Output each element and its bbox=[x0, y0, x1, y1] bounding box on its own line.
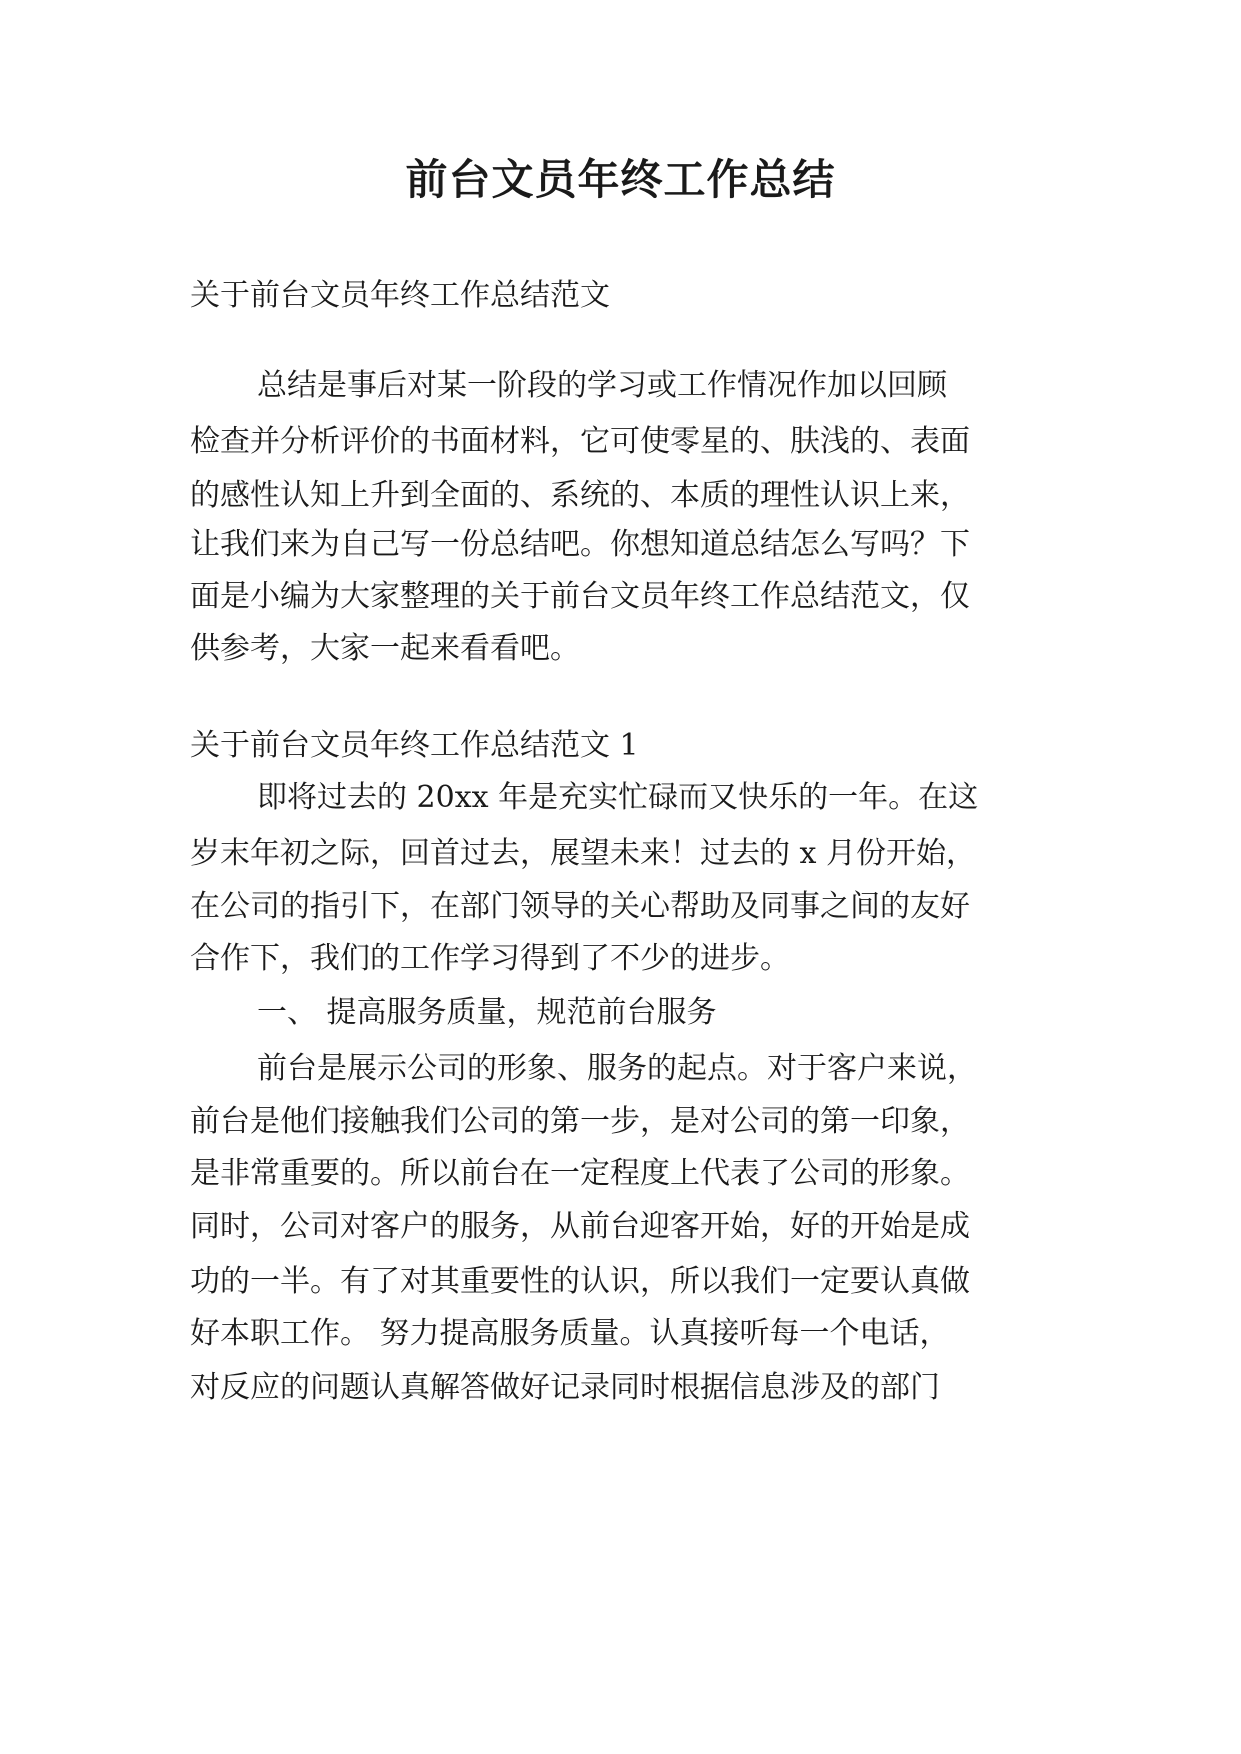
paragraph-line: 前台是展示公司的形象、服务的起点。对于客户来说， bbox=[257, 1051, 977, 1086]
section-heading: 关于前台文员年终工作总结范文 1 bbox=[190, 728, 639, 763]
paragraph-line: 好本职工作。 努力提高服务质量。认真接听每一个电话， bbox=[190, 1316, 950, 1351]
paragraph-line: 合作下，我们的工作学习得到了不少的进步。 bbox=[190, 941, 790, 976]
paragraph-line: 在公司的指引下，在部门领导的关心帮助及同事之间的友好 bbox=[190, 889, 970, 924]
item-heading: 一、 提高服务质量，规范前台服务 bbox=[257, 995, 717, 1030]
intro-line: 让我们来为自己写一份总结吧。你想知道总结怎么写吗？下 bbox=[190, 527, 970, 562]
paragraph-line: 前台是他们接触我们公司的第一步，是对公司的第一印象， bbox=[190, 1104, 970, 1139]
paragraph-line: 对反应的问题认真解答做好记录同时根据信息涉及的部门 bbox=[190, 1370, 940, 1405]
paragraph-line: 是非常重要的。所以前台在一定程度上代表了公司的形象。 bbox=[190, 1156, 970, 1191]
paragraph-line: 即将过去的 20xx 年是充实忙碌而又快乐的一年。在这 bbox=[257, 780, 979, 815]
document-subtitle: 关于前台文员年终工作总结范文 bbox=[190, 278, 610, 313]
document-title: 前台文员年终工作总结 bbox=[405, 155, 836, 204]
intro-line: 检查并分析评价的书面材料，它可使零星的、肤浅的、表面 bbox=[190, 424, 970, 459]
intro-line: 面是小编为大家整理的关于前台文员年终工作总结范文，仅 bbox=[190, 579, 970, 614]
intro-line: 的感性认知上升到全面的、系统的、本质的理性认识上来， bbox=[190, 478, 970, 513]
intro-line: 供参考，大家一起来看看吧。 bbox=[190, 631, 580, 666]
paragraph-line: 岁末年初之际，回首过去，展望未来！过去的 x 月份开始， bbox=[190, 836, 976, 871]
paragraph-line: 同时，公司对客户的服务，从前台迎客开始，好的开始是成 bbox=[190, 1209, 970, 1244]
paragraph-line: 功的一半。有了对其重要性的认识，所以我们一定要认真做 bbox=[190, 1264, 970, 1299]
intro-line: 总结是事后对某一阶段的学习或工作情况作加以回顾 bbox=[257, 368, 947, 403]
